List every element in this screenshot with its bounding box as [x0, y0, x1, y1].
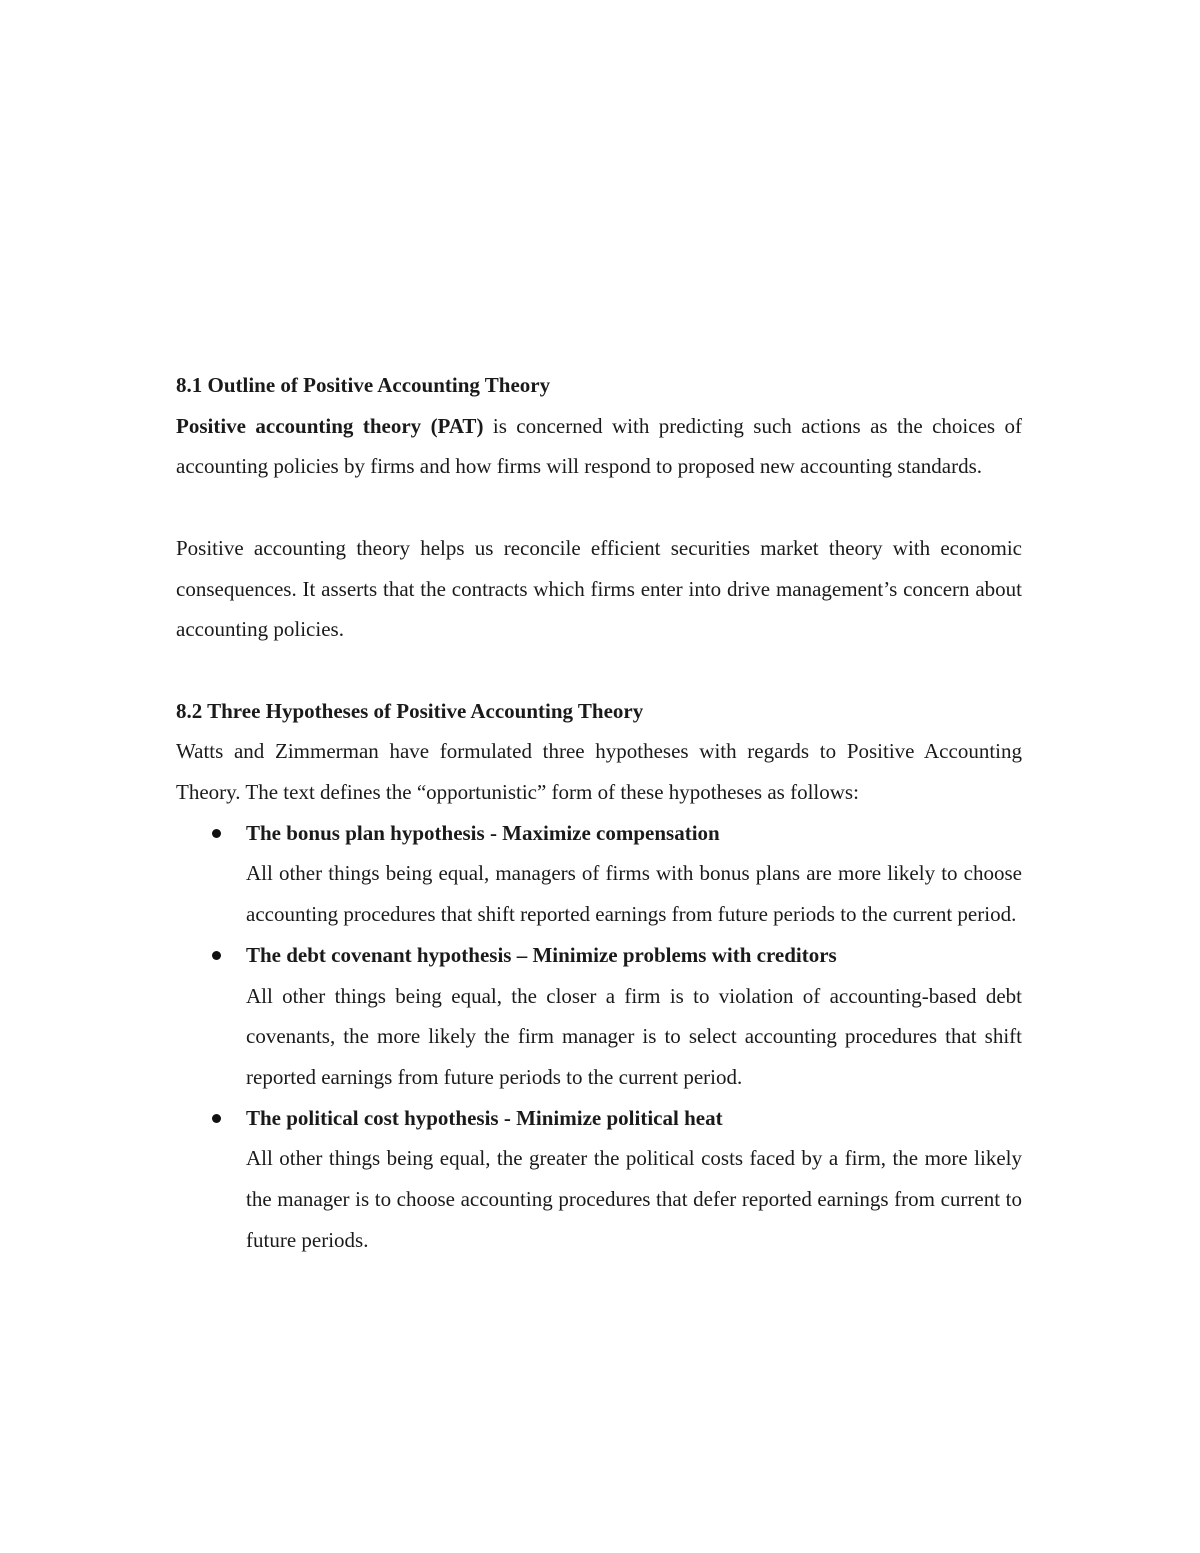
hypothesis-body: All other things being equal, managers of firms with bonus plans are more likely to choose accounting procedures that shift reported earnings from future periods to the current period.: [246, 861, 1022, 927]
list-item: [176, 813, 1022, 935]
hypotheses-list: [176, 813, 1022, 1261]
bullet-icon: [212, 1114, 221, 1123]
paragraph-spacer: [176, 650, 1022, 691]
hypothesis-body: All other things being equal, the greater the political costs faced by a firm, the more likely the manager is to choose accounting procedures that defer reported earnings from current to future periods.: [246, 1146, 1022, 1252]
list-item: [176, 935, 1022, 1098]
document-body: [176, 365, 1022, 1260]
pat-definition-paragraph: [176, 406, 1022, 487]
hypothesis-title: The political cost hypothesis - Minimize political heat: [246, 1105, 723, 1130]
list-item: [176, 1098, 1022, 1261]
hypothesis-title: The debt covenant hypothesis – Minimize problems with creditors: [246, 942, 837, 967]
pat-term: Positive accounting theory (PAT): [176, 413, 484, 438]
bullet-icon: [212, 951, 221, 960]
hypothesis-title: The bonus plan hypothesis - Maximize compensation: [246, 820, 720, 845]
pat-reconcile-paragraph: Positive accounting theory helps us reconcile efficient securities market theory with economic consequences. It asserts that the contracts which firms enter into drive management’s concern about accounting policies.: [176, 535, 1022, 642]
section-heading-8-1: 8.1 Outline of Positive Accounting Theory: [176, 373, 551, 397]
bullet-icon: [212, 829, 221, 838]
pat-definition-text: is concerned with predicting such actions as the choices of accounting policies by firms and how firms will respond to proposed new accounting standards.: [176, 413, 1022, 479]
hypothesis-body: All other things being equal, the closer a firm is to violation of accounting-based debt covenants, the more likely the firm manager is to select accounting procedures that shift reported earnings from future periods to the current period.: [246, 983, 1022, 1089]
section-heading-8-2: 8.2 Three Hypotheses of Positive Accounting Theory: [176, 698, 644, 723]
hypotheses-intro-paragraph: Watts and Zimmerman have formulated three hypotheses with regards to Positive Accounting Theory. The text defines the “opportunistic” form of these hypotheses as follows:: [176, 739, 1022, 804]
paragraph-spacer: [176, 487, 1022, 528]
